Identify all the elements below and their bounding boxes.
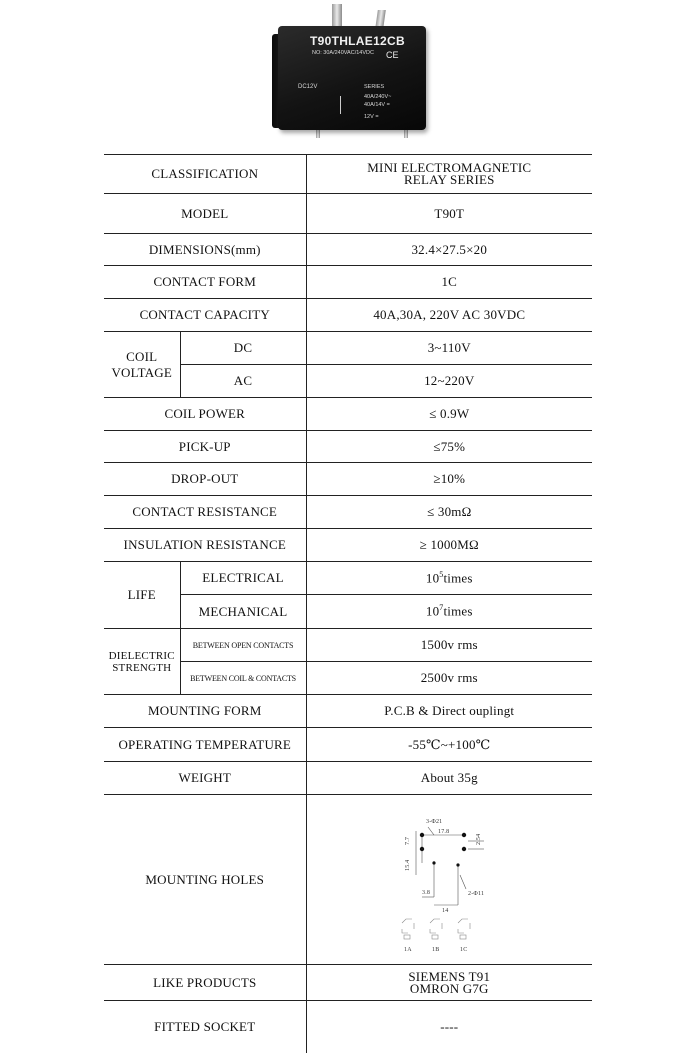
like-products-line2: OMRON G7G — [409, 980, 489, 996]
relay-sub-marking: NO: 30A/240VAC/14VDC — [312, 50, 374, 56]
life-mechanical-label: MECHANICAL — [180, 595, 306, 629]
like-products-line1: SIEMENS T91 — [408, 968, 491, 984]
dim-2-54: 2.54 — [476, 833, 483, 845]
row-dimensions — [104, 234, 592, 266]
variant-1b: 1B — [432, 946, 440, 953]
row-dielectric-open — [104, 629, 592, 662]
like-products-value — [306, 965, 592, 1001]
dielectric-label — [104, 629, 180, 695]
relay-label-line: 40A/14V = — [364, 102, 390, 108]
dim-15-4: 15.4 — [405, 859, 412, 871]
mounting-holes-label: MOUNTING HOLES — [104, 795, 306, 965]
classification-value — [306, 155, 592, 194]
row-like-products — [104, 965, 592, 1001]
insulation-resistance-label: INSULATION RESISTANCE — [104, 529, 306, 562]
row-life-electrical — [104, 562, 592, 595]
coil-power-label: COIL POWER — [104, 398, 306, 431]
relay-voltage-marking: 12V = — [364, 114, 379, 120]
dim-17-8: 17.8 — [438, 828, 450, 835]
insulation-resistance-value: ≥ 1000MΩ — [306, 529, 592, 562]
variant-1a: 1A — [404, 946, 412, 953]
coil-voltage-label-line2: VOLTAGE — [111, 364, 173, 380]
contact-capacity-label: CONTACT CAPACITY — [104, 299, 306, 332]
relay-contact-symbol — [340, 96, 351, 114]
life-label: LIFE — [104, 562, 180, 629]
relay-product-photo — [272, 4, 442, 142]
weight-value: About 35g — [306, 762, 592, 795]
classification-value-line1: MINI ELECTROMAGNETIC — [367, 160, 532, 175]
like-products-label: LIKE PRODUCTS — [104, 965, 306, 1001]
row-fitted-socket — [104, 1001, 592, 1053]
life-mechanical-exponent: 7 — [439, 603, 444, 613]
row-model — [104, 194, 592, 234]
row-contact-form — [104, 266, 592, 299]
row-insulation-resistance — [104, 529, 592, 562]
contact-variant-symbols — [402, 919, 470, 939]
dielectric-label-line2: STRENGTH — [112, 661, 172, 674]
pick-up-value: ≤75% — [306, 431, 592, 463]
mounting-holes-drawing-cell — [306, 795, 592, 965]
mounting-holes-drawing — [384, 805, 514, 955]
coil-ac-label: AC — [180, 365, 306, 398]
row-drop-out — [104, 463, 592, 496]
variant-1c: 1C — [460, 946, 468, 953]
life-mechanical-unit: times — [443, 603, 473, 619]
row-contact-capacity — [104, 299, 592, 332]
relay-label-line: 40A/240V~ — [364, 94, 392, 100]
dielectric-coil-value: 2500v rms — [306, 662, 592, 695]
life-electrical-exponent: 5 — [439, 569, 444, 579]
life-electrical-label: ELECTRICAL — [180, 562, 306, 595]
relay-label-line: SERIES — [364, 84, 385, 90]
fitted-socket-label: FITTED SOCKET — [104, 1001, 306, 1053]
row-mounting-holes — [104, 795, 592, 965]
dim-3-holes: 3-Φ21 — [426, 818, 443, 825]
dimensions-label: DIMENSIONS(mm) — [104, 234, 306, 266]
life-electrical-base: 10 — [425, 570, 440, 586]
mounting-form-label: MOUNTING FORM — [104, 695, 306, 728]
row-coil-voltage-dc — [104, 332, 592, 365]
life-electrical-value — [306, 562, 592, 595]
classification-value-line2: RELAY SERIES — [403, 172, 495, 187]
coil-power-value: ≤ 0.9W — [306, 398, 592, 431]
contact-resistance-value: ≤ 30mΩ — [306, 496, 592, 529]
pick-up-label: PICK-UP — [104, 431, 306, 463]
dielectric-label-line1: DIELECTRIC — [108, 649, 175, 662]
contact-form-label: CONTACT FORM — [104, 266, 306, 299]
weight-label: WEIGHT — [104, 762, 306, 795]
drop-out-value: ≥10% — [306, 463, 592, 496]
contact-form-value: 1C — [306, 266, 592, 299]
dielectric-open-value: 1500v rms — [306, 629, 592, 662]
coil-voltage-label-line1: COIL — [126, 348, 158, 364]
ce-mark: CE — [386, 50, 399, 60]
spec-table — [104, 154, 592, 1053]
row-weight — [104, 762, 592, 795]
row-classification — [104, 155, 592, 194]
dim-14: 14 — [442, 907, 449, 914]
row-pick-up — [104, 431, 592, 463]
coil-dc-value: 3~110V — [306, 332, 592, 365]
dielectric-open-label: BETWEEN OPEN CONTACTS — [180, 629, 306, 662]
row-mounting-form — [104, 695, 592, 728]
row-operating-temperature — [104, 728, 592, 762]
coil-dc-label: DC — [180, 332, 306, 365]
relay-model-marking: T90THLAE12CB — [310, 34, 405, 48]
operating-temperature-value: -55℃~+100℃ — [306, 728, 592, 762]
dielectric-coil-label: BETWEEN COIL & CONTACTS — [180, 662, 306, 695]
operating-temperature-label: OPERATING TEMPERATURE — [104, 728, 306, 762]
dim-3-8: 3.8 — [422, 889, 431, 896]
coil-ac-value: 12~220V — [306, 365, 592, 398]
contact-resistance-label: CONTACT RESISTANCE — [104, 496, 306, 529]
dim-7-7: 7.7 — [405, 836, 412, 845]
drop-out-label: DROP-OUT — [104, 463, 306, 496]
dimensions-value: 32.4×27.5×20 — [306, 234, 592, 266]
life-mechanical-base: 10 — [425, 603, 440, 619]
model-value: T90T — [306, 194, 592, 234]
mounting-hole-dots — [420, 832, 466, 866]
contact-capacity-value: 40A,30A, 220V AC 30VDC — [306, 299, 592, 332]
fitted-socket-value: ---- — [306, 1001, 592, 1053]
relay-coil-marking: DC12V — [298, 84, 318, 90]
life-mechanical-value — [306, 595, 592, 629]
dim-2-holes: 2-Φ11 — [468, 890, 485, 897]
classification-label: CLASSIFICATION — [104, 155, 306, 194]
row-coil-power — [104, 398, 592, 431]
row-contact-resistance — [104, 496, 592, 529]
life-electrical-unit: times — [443, 570, 473, 586]
model-label: MODEL — [104, 194, 306, 234]
mounting-form-value: P.C.B & Direct ouplingt — [306, 695, 592, 728]
coil-voltage-label — [104, 332, 180, 398]
